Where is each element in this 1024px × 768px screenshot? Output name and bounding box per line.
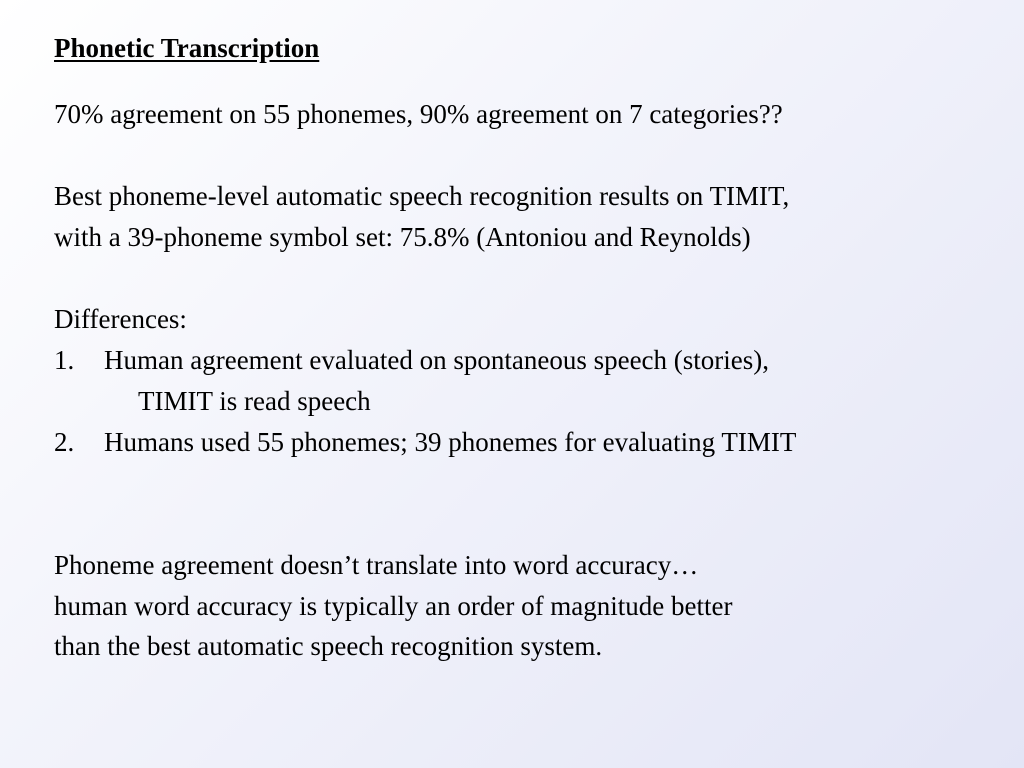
slide-title: Phonetic Transcription	[54, 33, 320, 63]
asr-results-line-1: Best phoneme-level automatic speech recognition results on TIMIT,	[54, 181, 790, 211]
closing-line-3: than the best automatic speech recognition system.	[54, 631, 603, 661]
list-item-number: 1.	[54, 345, 75, 375]
list-item-text: Human agreement evaluated on spontaneous speech (stories),	[104, 345, 770, 375]
list-item-continuation: TIMIT is read speech	[138, 386, 371, 416]
list-item-text: Humans used 55 phonemes; 39 phonemes for evaluating TIMIT	[104, 427, 797, 457]
differences-heading: Differences:	[54, 304, 187, 334]
asr-results-line-2: with a 39-phoneme symbol set: 75.8% (Antoniou and Reynolds)	[54, 222, 751, 252]
agreement-line: 70% agreement on 55 phonemes, 90% agreement on 7 categories??	[54, 99, 783, 129]
closing-line-2: human word accuracy is typically an order of magnitude better	[54, 591, 733, 621]
list-item-number: 2.	[54, 427, 75, 457]
closing-line-1: Phoneme agreement doesn’t translate into word accuracy…	[54, 550, 699, 580]
